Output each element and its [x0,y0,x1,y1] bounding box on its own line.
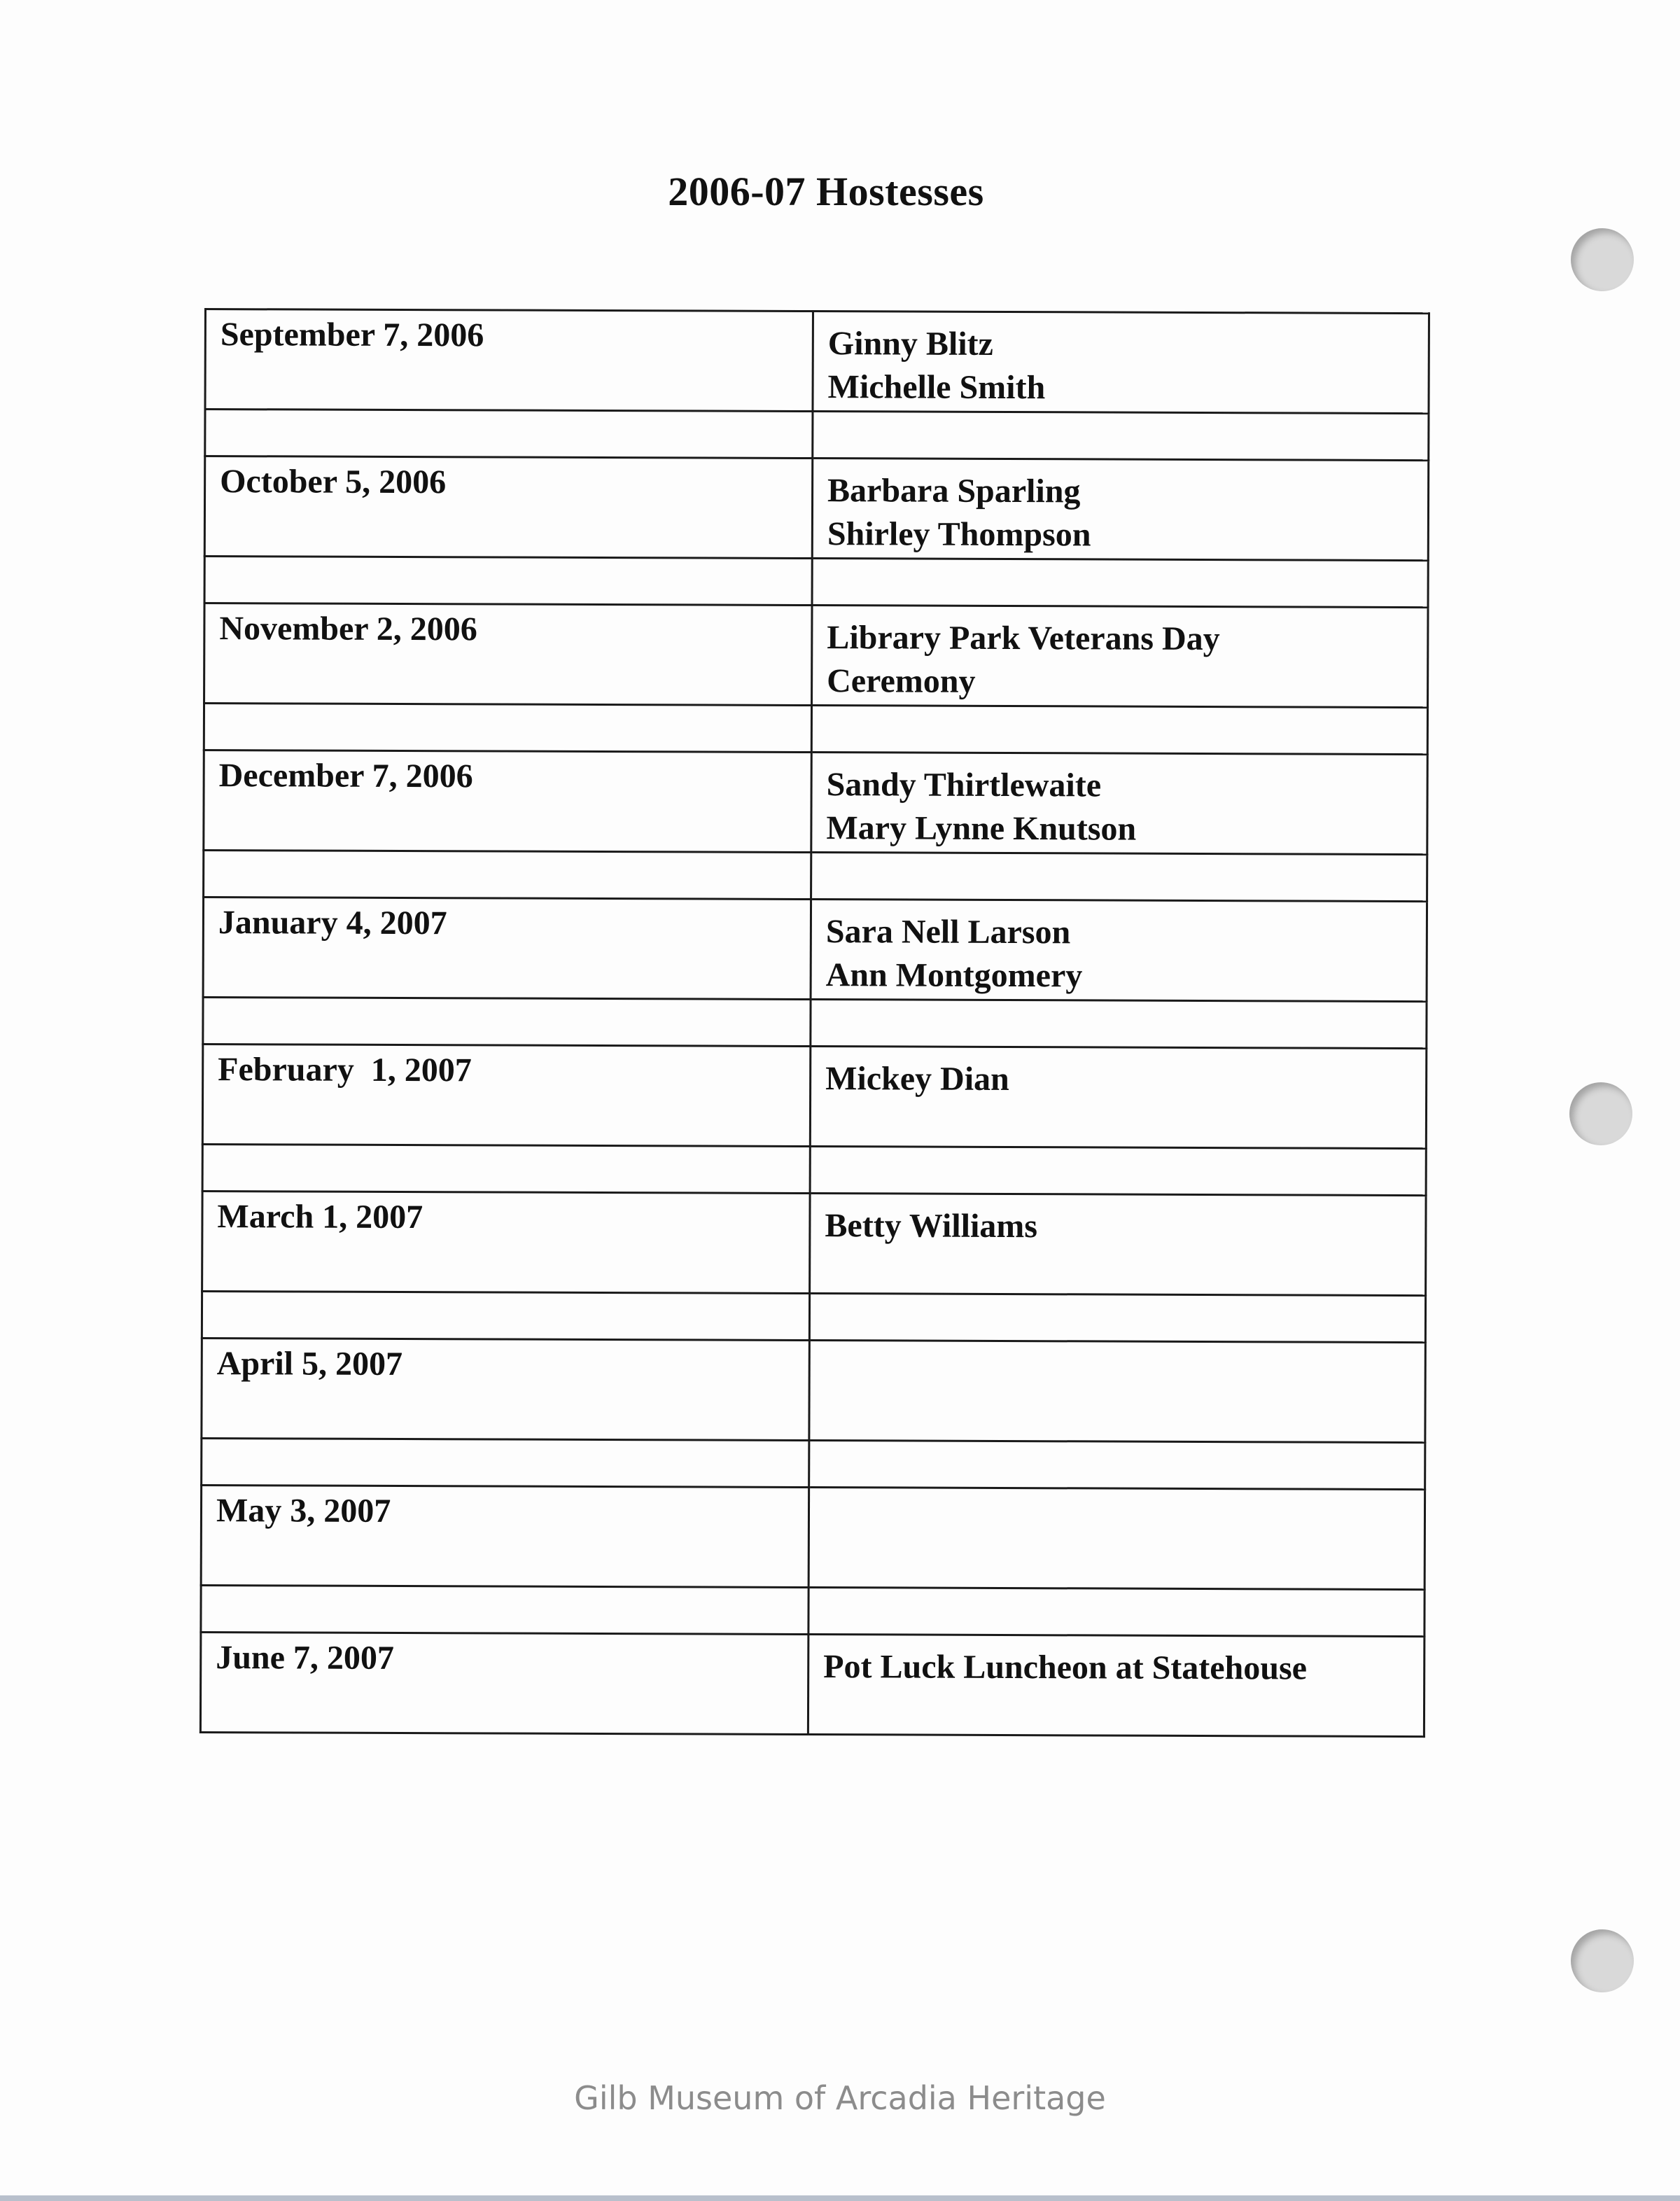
spacer-cell [204,557,812,606]
schedule-hostess [810,1047,1426,1149]
spacer-cell [204,851,811,900]
archive-footer: Gilb Museum of Arcadia Heritage [574,2079,1106,2117]
schedule-date: December 7, 2006 [204,750,811,853]
schedule-date: February 1, 2007 [202,1044,810,1146]
spacer-row [202,1438,1425,1489]
spacer-cell [812,559,1428,608]
spacer-row [205,410,1429,461]
schedule-row [203,897,1427,1002]
schedule-row [204,750,1427,855]
hostess-name: Betty Williams [825,1207,1038,1245]
spacer-cell [201,1585,808,1634]
schedule-hostess [811,753,1427,855]
spacer-row [204,851,1427,902]
hostess-name: Sandy Thirtlewaite [826,766,1102,804]
spacer-row [203,997,1427,1048]
schedule-hostess [808,1635,1424,1737]
schedule-row [200,1632,1424,1736]
binder-hole-bottom [1571,1929,1634,1992]
schedule-date: January 4, 2007 [203,897,811,1000]
spacer-cell [809,1441,1425,1490]
schedule-row [202,1044,1426,1148]
schedule-row [202,1191,1426,1295]
spacer-row [204,704,1427,755]
spacer-cell [808,1588,1424,1637]
schedule-date: October 5, 2006 [204,456,812,559]
schedule-date: April 5, 2007 [202,1338,809,1440]
schedule-hostess [811,900,1427,1002]
binder-hole-middle [1569,1082,1632,1145]
schedule-date: May 3, 2007 [201,1485,808,1587]
hostess-name: Ann Montgomery [825,956,1083,995]
scan-edge [0,2195,1680,2201]
hostess-name: Michelle Smith [827,368,1046,407]
schedule-hostess [812,459,1428,561]
hostess-name: Mickey Dian [825,1060,1009,1098]
schedule-hostess [809,1341,1425,1443]
spacer-cell [811,853,1427,902]
page-title: 2006-07 Hostesses [668,169,984,214]
spacer-cell [202,1438,809,1487]
spacer-row [201,1585,1424,1636]
hostess-name: Shirley Thompson [827,515,1091,554]
schedule-hostess [813,312,1429,414]
schedule-row [204,456,1428,561]
spacer-cell [202,1144,810,1193]
hostess-name: Pot Luck Luncheon at Statehouse [823,1648,1308,1687]
spacer-cell [813,412,1429,461]
spacer-cell [202,1291,809,1340]
spacer-cell [203,997,811,1046]
spacer-cell [205,410,813,459]
spacer-row [202,1291,1425,1342]
schedule-date: September 7, 2006 [205,309,813,412]
hostess-name: Sara Nell Larson [825,913,1071,951]
schedule-row [204,603,1428,708]
hostess-name: Ceremony [827,662,976,700]
spacer-cell [204,704,811,753]
schedule-hostess [812,606,1428,708]
schedule-row [201,1485,1424,1589]
spacer-row [204,557,1428,608]
schedule-row [202,1338,1425,1442]
hostess-name: Mary Lynne Knutson [826,809,1137,848]
hostess-name: Barbara Sparling [827,472,1081,510]
schedule-hostess [808,1488,1424,1590]
schedule-row [205,309,1429,414]
binder-hole-top [1571,228,1634,291]
hostess-schedule-table [200,308,1430,1738]
hostess-name: Ginny Blitz [827,325,993,363]
spacer-cell [810,1147,1426,1196]
spacer-cell [811,706,1427,755]
spacer-row [202,1144,1426,1195]
spacer-cell [809,1294,1425,1343]
schedule-date: June 7, 2007 [200,1632,808,1734]
hostess-name: Library Park Veterans Day [827,619,1220,658]
schedule-date: November 2, 2006 [204,603,812,706]
schedule-date: March 1, 2007 [202,1191,810,1293]
schedule-hostess [810,1194,1426,1296]
spacer-cell [811,1000,1427,1049]
